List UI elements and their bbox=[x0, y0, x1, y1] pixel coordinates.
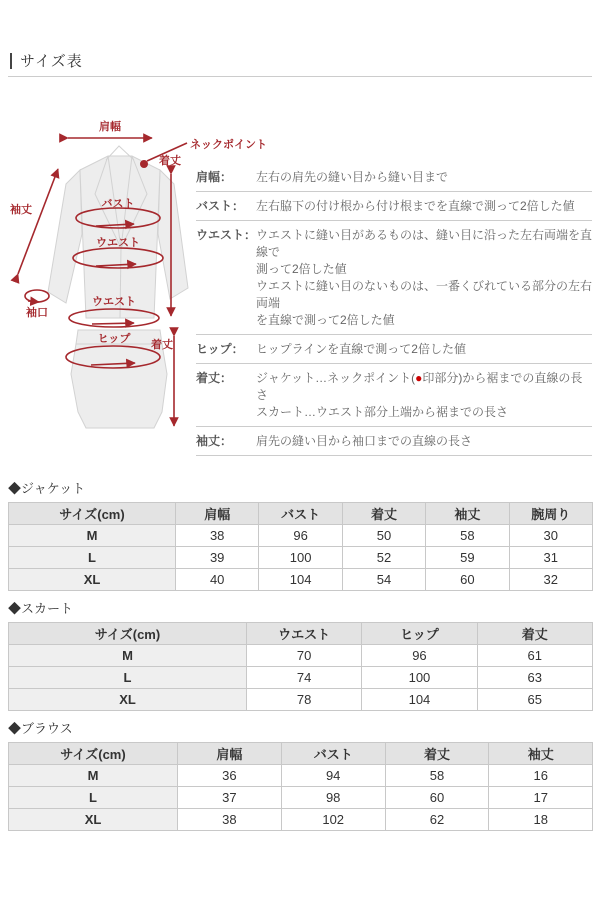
shoulder-width-label: 肩幅 bbox=[99, 121, 121, 133]
neck-point-label: ネックポイント bbox=[190, 139, 267, 151]
value-cell: 37 bbox=[178, 787, 282, 809]
definition-term: バスト： bbox=[196, 199, 245, 213]
jacket-section bbox=[8, 478, 592, 591]
value-cell: 58 bbox=[426, 525, 509, 547]
definition-line bbox=[256, 370, 592, 404]
value-cell: 96 bbox=[259, 525, 342, 547]
definition-line: ウエストに縫い目があるものは、縫い目に沿った左右両端を直線で bbox=[256, 228, 593, 259]
definition-row-length bbox=[196, 364, 592, 427]
jacket-left-sleeve bbox=[48, 170, 82, 303]
value-cell: 61 bbox=[477, 645, 592, 667]
neck-point-dot bbox=[140, 160, 148, 168]
value-cell: 96 bbox=[362, 645, 477, 667]
definition-line: ヒップラインを直線で測って2倍した値 bbox=[256, 342, 466, 356]
value-cell: 16 bbox=[489, 765, 593, 787]
value-cell: 100 bbox=[259, 547, 342, 569]
column-header: サイズ(cm) bbox=[9, 743, 178, 765]
cuff-arrow bbox=[28, 301, 39, 302]
table-row bbox=[9, 809, 593, 831]
value-cell: 18 bbox=[489, 809, 593, 831]
value-cell: 63 bbox=[477, 667, 592, 689]
value-cell: 38 bbox=[178, 809, 282, 831]
value-cell: 104 bbox=[362, 689, 477, 711]
definition-description bbox=[256, 227, 592, 329]
value-cell: 74 bbox=[247, 667, 362, 689]
table-row bbox=[9, 525, 593, 547]
value-cell: 39 bbox=[176, 547, 259, 569]
page-title bbox=[10, 50, 83, 71]
definition-description bbox=[256, 198, 592, 215]
jacket-right-sleeve bbox=[158, 170, 188, 299]
value-cell: 40 bbox=[176, 569, 259, 591]
column-header: 袖丈 bbox=[489, 743, 593, 765]
definition-description bbox=[256, 370, 592, 421]
value-cell: 30 bbox=[509, 525, 592, 547]
definition-term: ヒップ： bbox=[196, 342, 244, 356]
table-row bbox=[9, 765, 593, 787]
definition-line: スカート…ウエスト部分上端から裾までの長さ bbox=[256, 405, 509, 419]
definition-line: 肩先の縫い目から袖口までの直線の長さ bbox=[256, 434, 473, 448]
table-header-row bbox=[9, 743, 593, 765]
definition-description bbox=[256, 341, 592, 358]
skirt-section bbox=[8, 598, 592, 711]
size-cell: M bbox=[9, 525, 176, 547]
value-cell: 36 bbox=[178, 765, 282, 787]
value-cell: 38 bbox=[176, 525, 259, 547]
definition-description bbox=[256, 169, 592, 186]
size-cell: XL bbox=[9, 809, 178, 831]
value-cell: 104 bbox=[259, 569, 342, 591]
table-header-row bbox=[9, 623, 593, 645]
value-cell: 100 bbox=[362, 667, 477, 689]
definition-text: ジャケット…ネックポイント( bbox=[256, 371, 416, 385]
size-cell: XL bbox=[9, 569, 176, 591]
column-header: バスト bbox=[281, 743, 385, 765]
definition-row-shoulder bbox=[196, 163, 592, 192]
table-row bbox=[9, 547, 593, 569]
title-accent-bar bbox=[10, 53, 12, 69]
column-header: ヒップ bbox=[362, 623, 477, 645]
skirt-body bbox=[71, 344, 167, 428]
cuff-ellipse bbox=[25, 290, 49, 302]
table-row bbox=[9, 787, 593, 809]
value-cell: 60 bbox=[426, 569, 509, 591]
definition-term: ウエスト： bbox=[196, 228, 257, 242]
blouse-size-table bbox=[8, 742, 593, 831]
definition-term: 肩幅： bbox=[196, 170, 233, 184]
column-header: サイズ(cm) bbox=[9, 503, 176, 525]
column-header: ウエスト bbox=[247, 623, 362, 645]
size-cell: XL bbox=[9, 689, 247, 711]
definition-row-sleeve bbox=[196, 427, 592, 456]
sleeve-length-arrow bbox=[18, 169, 58, 274]
value-cell: 31 bbox=[509, 547, 592, 569]
definition-line: 左右の肩先の縫い目から縫い目まで bbox=[256, 170, 449, 184]
column-header: 着丈 bbox=[477, 623, 592, 645]
blouse-section bbox=[8, 718, 592, 831]
value-cell: 50 bbox=[342, 525, 425, 547]
blouse-section-label: ◆ブラウス bbox=[8, 721, 73, 736]
skirt-length-label: 着丈 bbox=[151, 339, 173, 351]
jacket-length-label: 着丈 bbox=[159, 155, 181, 167]
size-cell: L bbox=[9, 787, 178, 809]
definition-line: 左右脇下の付け根から付け根までを直線で測って2倍した値 bbox=[256, 199, 575, 213]
hip-label: ヒップ bbox=[97, 333, 131, 345]
value-cell: 78 bbox=[247, 689, 362, 711]
column-header: バスト bbox=[259, 503, 342, 525]
cuff-label: 袖口 bbox=[26, 307, 48, 319]
value-cell: 94 bbox=[281, 765, 385, 787]
definition-row-bust bbox=[196, 192, 592, 221]
value-cell: 62 bbox=[385, 809, 489, 831]
definition-description bbox=[256, 433, 592, 450]
skirt-size-table bbox=[8, 622, 593, 711]
size-cell: M bbox=[9, 645, 247, 667]
value-cell: 70 bbox=[247, 645, 362, 667]
measurement-definitions bbox=[196, 163, 592, 456]
definition-row-waist bbox=[196, 221, 592, 335]
page-title-text: サイズ表 bbox=[20, 53, 83, 70]
definition-line: 測って2倍した値 bbox=[256, 262, 347, 276]
definition-row-hip bbox=[196, 335, 592, 364]
skirt-waist-arrow bbox=[92, 323, 134, 324]
value-cell: 32 bbox=[509, 569, 592, 591]
column-header: サイズ(cm) bbox=[9, 623, 247, 645]
column-header: 肩幅 bbox=[178, 743, 282, 765]
column-header: 着丈 bbox=[342, 503, 425, 525]
definition-line: を直線で測って2倍した値 bbox=[256, 313, 395, 327]
table-row bbox=[9, 645, 593, 667]
title-divider bbox=[8, 76, 592, 77]
value-cell: 98 bbox=[281, 787, 385, 809]
value-cell: 58 bbox=[385, 765, 489, 787]
definition-term: 袖丈： bbox=[196, 434, 233, 448]
value-cell: 59 bbox=[426, 547, 509, 569]
skirt-section-label: ◆スカート bbox=[8, 601, 74, 616]
column-header: 腕周り bbox=[509, 503, 592, 525]
table-row bbox=[9, 689, 593, 711]
bust-label: バスト bbox=[101, 198, 135, 210]
definition-text: 印部分)から裾までの直線の長さ bbox=[256, 371, 583, 402]
value-cell: 65 bbox=[477, 689, 592, 711]
value-cell: 54 bbox=[342, 569, 425, 591]
table-row bbox=[9, 569, 593, 591]
size-cell: L bbox=[9, 547, 176, 569]
red-dot-marker: ● bbox=[415, 371, 423, 385]
column-header: 着丈 bbox=[385, 743, 489, 765]
value-cell: 17 bbox=[489, 787, 593, 809]
skirt-waist-label: ウエスト bbox=[92, 296, 136, 308]
jacket-waist-label: ウエスト bbox=[96, 237, 140, 249]
definition-term: 着丈： bbox=[196, 371, 233, 385]
table-row bbox=[9, 667, 593, 689]
jacket-size-table bbox=[8, 502, 593, 591]
sleeve-length-label: 袖丈 bbox=[10, 204, 32, 216]
value-cell: 60 bbox=[385, 787, 489, 809]
size-cell: L bbox=[9, 667, 247, 689]
column-header: 肩幅 bbox=[176, 503, 259, 525]
column-header: 袖丈 bbox=[426, 503, 509, 525]
value-cell: 52 bbox=[342, 547, 425, 569]
jacket-section-label: ◆ジャケット bbox=[8, 481, 86, 496]
table-header-row bbox=[9, 503, 593, 525]
definition-line: ウエストに縫い目のないものは、一番くびれている部分の左右両端 bbox=[256, 279, 593, 310]
size-cell: M bbox=[9, 765, 178, 787]
value-cell: 102 bbox=[281, 809, 385, 831]
